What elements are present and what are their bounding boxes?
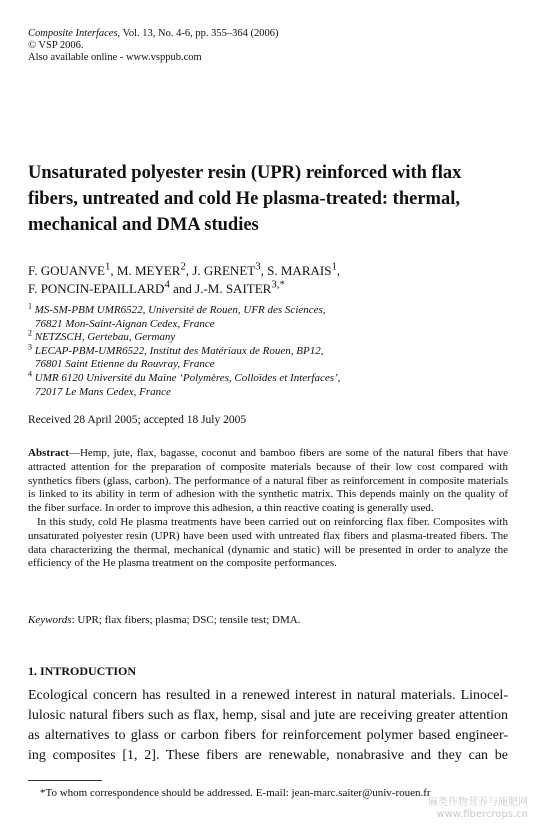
author-name: and J.-M. SAITER — [169, 281, 272, 296]
intro-line: lulosic natural fibers such as flax, hemp, sisal and jute are receiving greater attention — [28, 708, 508, 723]
affiliation-marker: 1 — [104, 260, 111, 273]
author-name: , M. MEYER — [110, 263, 181, 278]
affiliation-4-cont: 72017 Le Mans Cedex, France — [35, 385, 171, 398]
abstract-paragraph-1: Abstract—Hemp, jute, flax, bagasse, coconut and bamboo fibers are some of the natural fibers that have attracted attention for the preparation of composite materials because of their low cost compared with synthetics fibers (glass, carbon). The performance of a natural fiber as reinforcement in composite materials is linked to its ability in term of adhesion with the synthetic matrix. This depends mainly on the quality of the fiber surface. In order to improve this adhesion, a thin reactive coating is generally used. — [28, 447, 508, 515]
abstract-label: Abstract — [28, 447, 69, 459]
correspondence-footnote: *To whom correspondence should be addressed. E-mail: jean-marc.saiter@univ-rouen.fr — [40, 787, 431, 799]
author-name: F. PONCIN-EPAILLARD — [28, 281, 165, 296]
affiliation-1-cont: 76821 Mon-Saint-Aignan Cedex, France — [35, 317, 215, 330]
affiliation-3: $^3$ LECAP-PBM-UMR6522, Institut des Matériaux de Rouen, BP12, — [28, 342, 324, 357]
intro-line: as alternatives to glass or carbon fibers for reinforcement polymer based engineer- — [28, 728, 508, 743]
affiliation-marker: 4 — [164, 278, 170, 291]
affiliation-marker: 3,* — [271, 278, 285, 291]
online-availability: Also available online - www.vsppub.com — [28, 52, 202, 63]
intro-line: Ecological concern has resulted in a renewed interest in natural materials. Linocel- — [28, 688, 508, 703]
footnote-rule — [28, 780, 102, 781]
author-name: , S. MARAIS — [260, 263, 332, 278]
copyright-line: © VSP 2006. — [28, 40, 84, 51]
keywords-label: Keywords — [28, 614, 72, 626]
received-date: Received 28 April 2005; accepted 18 July 2005 — [28, 414, 247, 426]
affiliation-3-cont: 76801 Saint Etienne du Rouvray, France — [35, 358, 215, 371]
title-line-3: mechanical and DMA studies — [28, 215, 259, 235]
affiliation-marker: 2 — [180, 260, 186, 273]
affiliation-1: $^1$ MS-SM-PBM UMR6522, Université de Rouen, UFR des Sciences, — [28, 301, 326, 316]
intro-line: ing composites [1, 2]. These fibers are renewable, nonabrasive and they can be — [28, 748, 508, 763]
title-line-2: fibers, untreated and cold He plasma-treated: thermal, — [28, 189, 460, 209]
paper-title — [28, 160, 508, 238]
affiliation-4: $^4$ UMR 6120 Université du Maine ‘Polymères, Colloïdes et Interfaces’, — [28, 369, 341, 384]
author-name: F. GOUANVE — [28, 263, 105, 278]
author-list — [28, 262, 508, 298]
journal-header — [28, 28, 278, 64]
watermark: 麻类作物营养与施肥网 www.fibercrops.cn — [428, 797, 528, 820]
keywords-list: : UPR; flax fibers; plasma; DSC; tensile test; DMA. — [71, 614, 301, 626]
abstract-paragraph-2: In this study, cold He plasma treatments have been carried out on reinforcing flax fiber. Composites with unsaturated polyester resin (UPR) have been used with untreated flax fibers and plasma-treated fibers. The data characterizing the thermal, mechanical (dynamic and static) will be presented in order to analyze the efficiency of the He plasma treatment on the composite performances. — [28, 515, 508, 570]
affiliations — [28, 301, 508, 399]
author-line-1 — [28, 262, 508, 280]
keywords — [28, 614, 300, 626]
author-line-2 — [28, 280, 508, 298]
affiliation-2: $^2$ NETZSCH, Gertebau, Germany — [28, 328, 176, 344]
affiliation-marker: 1 — [331, 260, 337, 273]
journal-name: Composite Interfaces — [28, 28, 118, 39]
author-separator: , — [336, 263, 341, 278]
journal-citation: , Vol. 13, No. 4-6, pp. 355–364 (2006) — [117, 28, 279, 39]
introduction-text — [28, 686, 508, 766]
title-line-1: Unsaturated polyester resin (UPR) reinforced with flax — [28, 163, 462, 183]
section-heading: 1. INTRODUCTION — [28, 664, 137, 678]
abstract — [28, 447, 508, 571]
citation-line — [28, 28, 278, 40]
affiliation-marker: 3 — [255, 260, 261, 273]
author-name: , J. GRENET — [185, 263, 256, 278]
